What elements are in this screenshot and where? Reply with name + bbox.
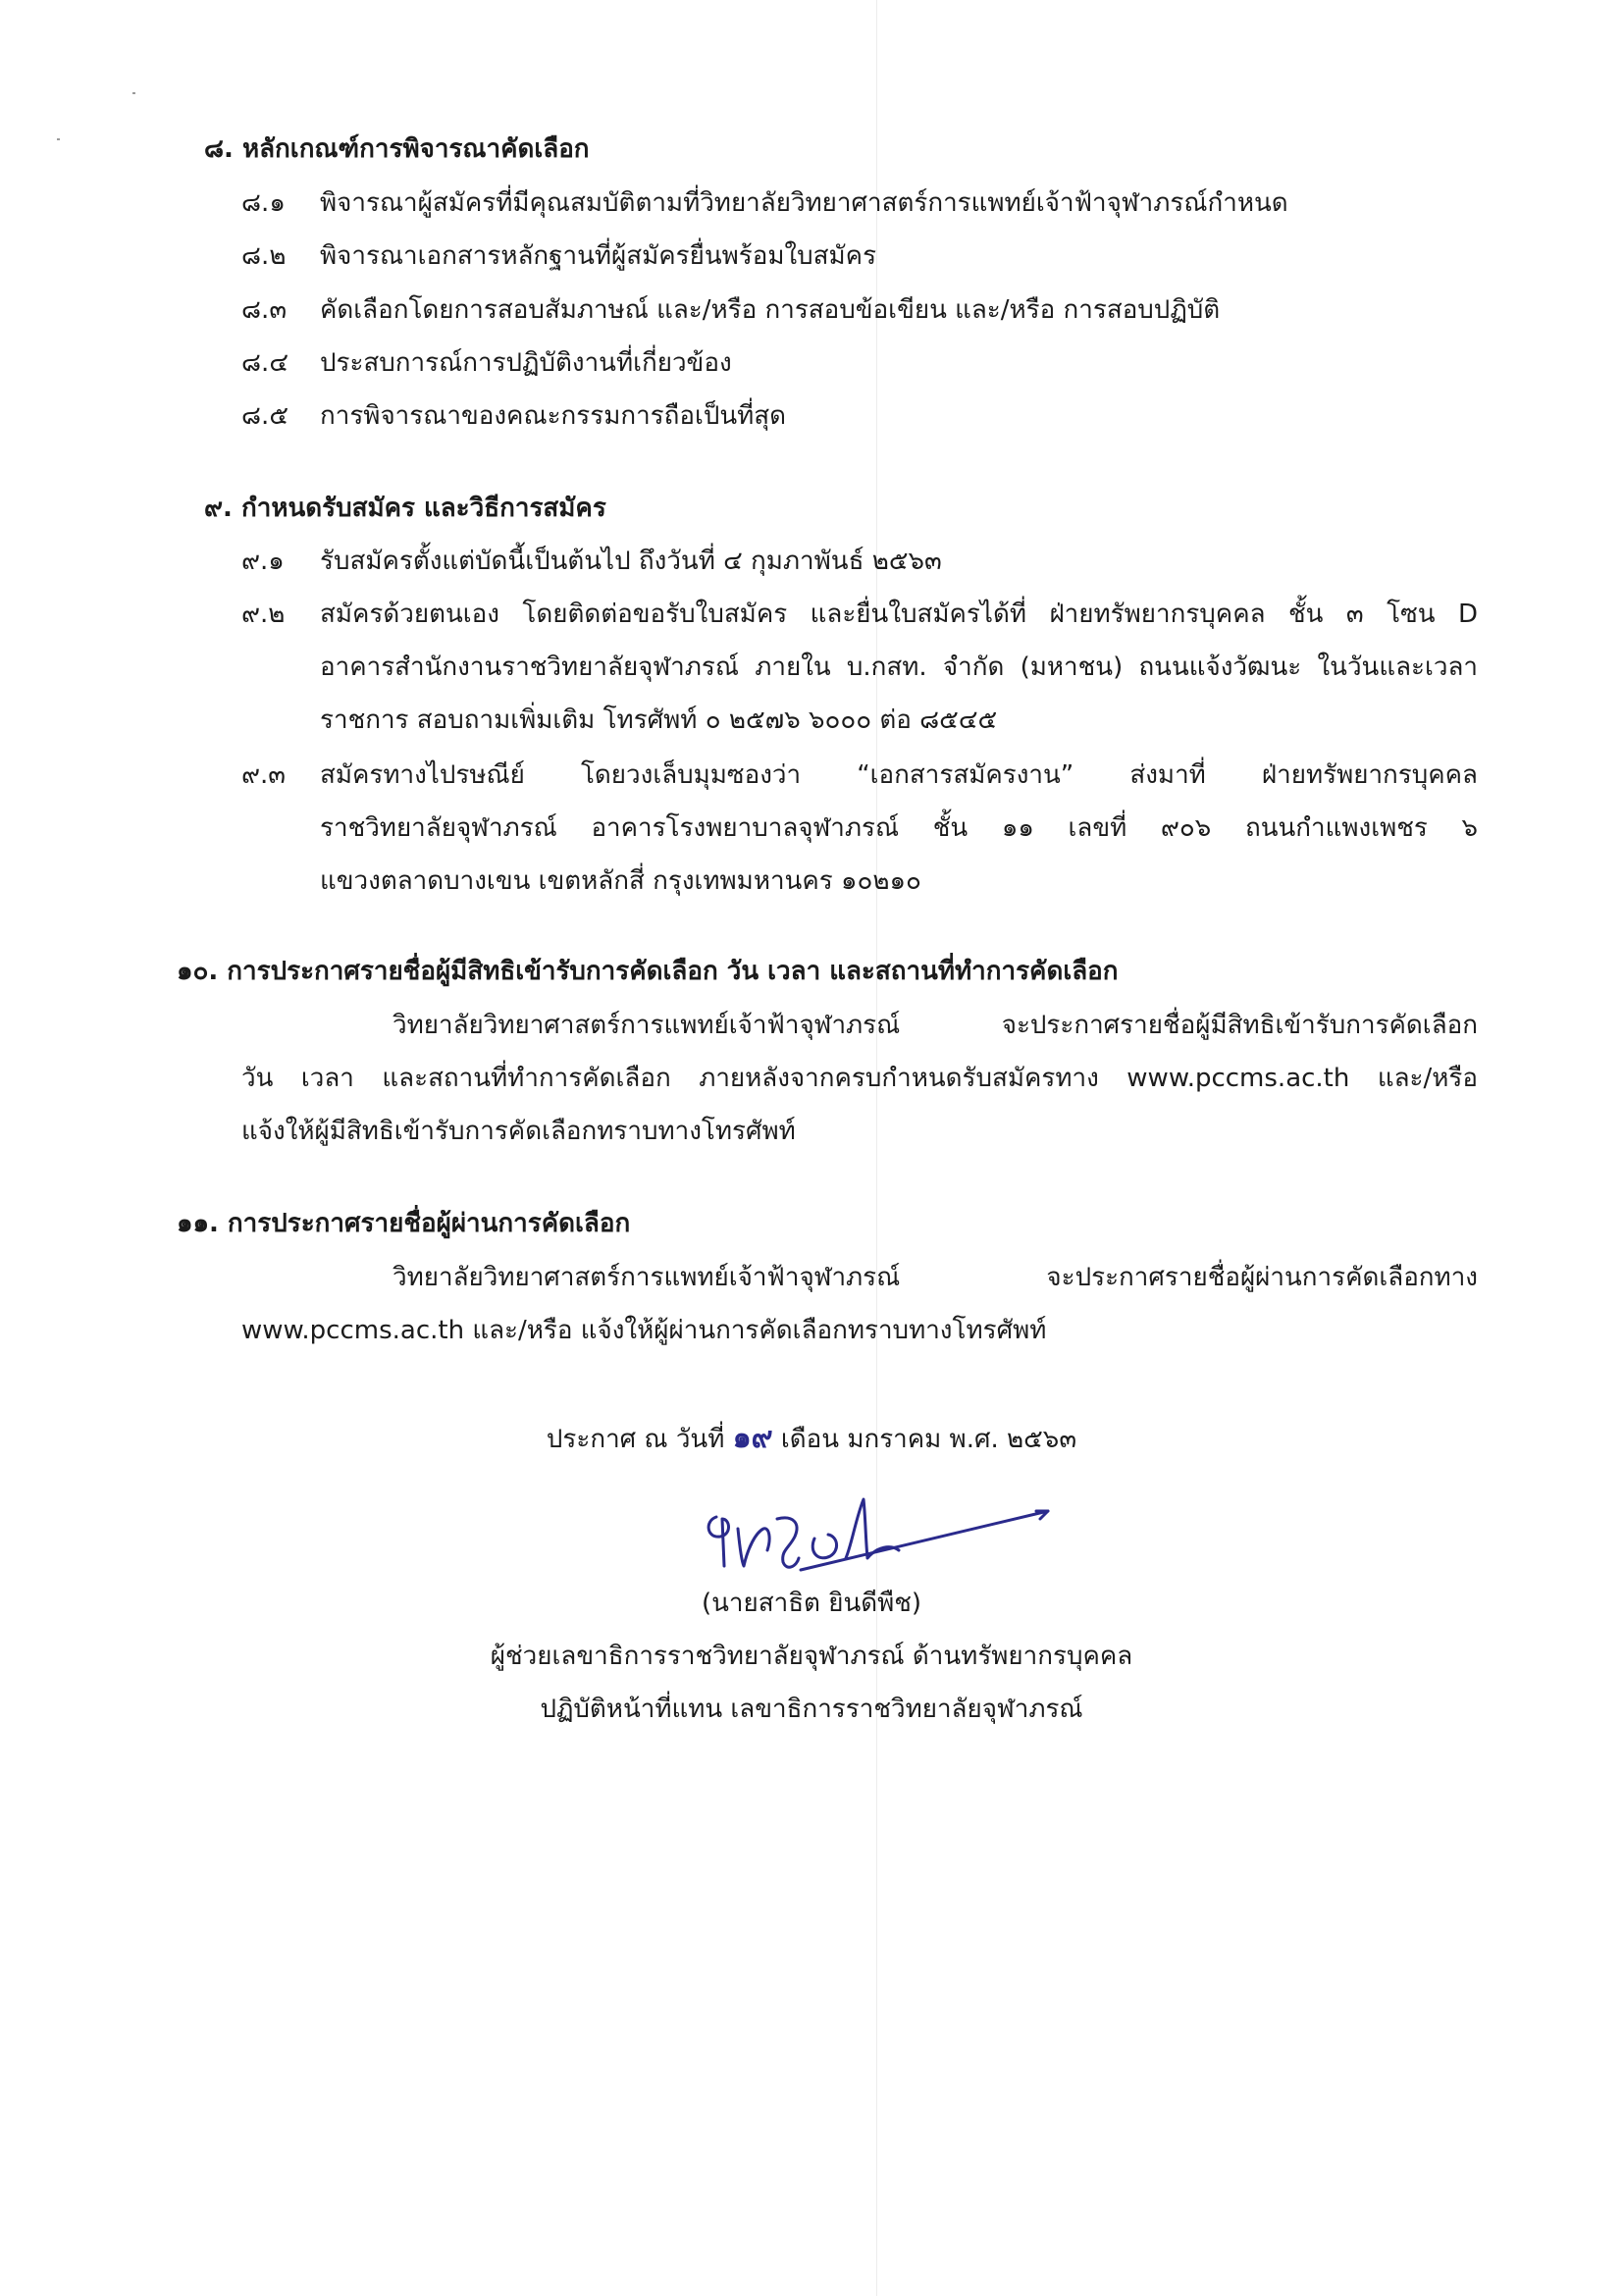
item-9-3-line-1: สมัครทางไปรษณีย์ โดยวงเล็บมุมซองว่า “เอกสารสมัครงาน” ส่งมาที่ ฝ่ายทรัพยากรบุคคล	[320, 760, 1478, 790]
section-10-line-2: วัน เวลา และสถานที่ทำการคัดเลือก ภายหลังจากครบกำหนดรับสมัครทาง www.pccms.ac.th และ/หรือ	[241, 1064, 1478, 1093]
section-11-line-1: วิทยาลัยวิทยาศาสตร์การแพทย์เจ้าฟ้าจุฬาภรณ์ จะประกาศรายชื่อผู้ผ่านการคัดเลือกทาง	[393, 1263, 1478, 1292]
section-11-line-2: www.pccms.ac.th และ/หรือ แจ้งให้ผู้ผ่านการคัดเลือกทราบทางโทรศัพท์	[241, 1316, 1047, 1345]
item-9-2-line-1: สมัครด้วยตนเอง โดยติดต่อขอรับใบสมัคร และยื่นใบสมัครได้ที่ ฝ่ายทรัพยากรบุคคล ชั้น ๓ โซน D	[320, 600, 1478, 629]
item-8-1: ๘.๑ พิจารณาผู้สมัครที่มีคุณสมบัติตามที่วิทยาลัยวิทยาศาสตร์การแพทย์เจ้าฟ้าจุฬาภรณ์กำหนด	[241, 188, 1288, 218]
handwritten-day: ๑๙	[732, 1421, 773, 1455]
section-10-line-3: แจ้งให้ผู้มีสิทธิเข้ารับการคัดเลือกทราบทางโทรศัพท์	[241, 1117, 796, 1146]
section-9-heading: ๙. กำหนดรับสมัคร และวิธีการสมัคร	[204, 494, 606, 523]
section-10-line-1: วิทยาลัยวิทยาศาสตร์การแพทย์เจ้าฟ้าจุฬาภรณ์ จะประกาศรายชื่อผู้มีสิทธิเข้ารับการคัดเลือก	[393, 1011, 1478, 1040]
signatory-name: (นายสาธิต ยินดีพืช)	[701, 1589, 922, 1618]
scan-speck	[132, 92, 135, 94]
item-9-2-line-2: อาคารสำนักงานราชวิทยาลัยจุฬาภรณ์ ภายใน บ.กสท. จำกัด (มหาชน) ถนนแจ้งวัฒนะ ในวันและเวลา	[320, 652, 1478, 682]
item-8-5: ๘.๕ การพิจารณาของคณะกรรมการถือเป็นที่สุด	[241, 401, 787, 431]
item-9-3-number: ๙.๓	[241, 760, 287, 790]
item-9-1: ๙.๑ รับสมัครตั้งแต่บัดนี้เป็นต้นไป ถึงวันที่ ๔ กุมภาพันธ์ ๒๕๖๓	[241, 547, 942, 576]
signature-image	[699, 1489, 1052, 1597]
scan-speck	[57, 138, 60, 140]
signatory-position-2: ปฏิบัติหน้าที่แทน เลขาธิการราชวิทยาลัยจุฬาภรณ์	[540, 1695, 1083, 1724]
section-11-heading: ๑๑. การประกาศรายชื่อผู้ผ่านการคัดเลือก	[177, 1209, 631, 1238]
item-9-3-line-3: แขวงตลาดบางเขน เขตหลักสี่ กรุงเทพมหานคร ๑๐๒๑๐	[320, 866, 921, 896]
signatory-position-1: ผู้ช่วยเลขาธิการราชวิทยาลัยจุฬาภรณ์ ด้านทรัพยากรบุคคล	[490, 1642, 1133, 1671]
announcement-date: ประกาศ ณ วันที่ ๑๙ เดือน มกราคม พ.ศ. ๒๕๖๓	[546, 1421, 1077, 1455]
item-9-2-number: ๙.๒	[241, 600, 286, 629]
item-8-3: ๘.๓ คัดเลือกโดยการสอบสัมภาษณ์ และ/หรือ การสอบข้อเขียน และ/หรือ การสอบปฏิบัติ	[241, 295, 1221, 325]
paper-fold-line	[876, 0, 877, 2296]
item-9-2-line-3: ราชการ สอบถามเพิ่มเติม โทรศัพท์ ๐ ๒๕๗๖ ๖๐๐๐ ต่อ ๘๕๔๕	[320, 705, 998, 735]
item-8-4: ๘.๔ ประสบการณ์การปฏิบัติงานที่เกี่ยวข้อง	[241, 348, 732, 378]
item-9-3-line-2: ราชวิทยาลัยจุฬาภรณ์ อาคารโรงพยาบาลจุฬาภรณ์ ชั้น ๑๑ เลขที่ ๙๐๖ ถนนกำแพงเพชร ๖	[320, 813, 1478, 843]
section-10-heading: ๑๐. การประกาศรายชื่อผู้มีสิทธิเข้ารับการคัดเลือก วัน เวลา และสถานที่ทำการคัดเลือก	[177, 957, 1119, 986]
section-8-heading: ๘. หลักเกณฑ์การพิจารณาคัดเลือก	[204, 134, 590, 164]
item-8-2: ๘.๒ พิจารณาเอกสารหลักฐานที่ผู้สมัครยื่นพร้อมใบสมัคร	[241, 241, 877, 271]
